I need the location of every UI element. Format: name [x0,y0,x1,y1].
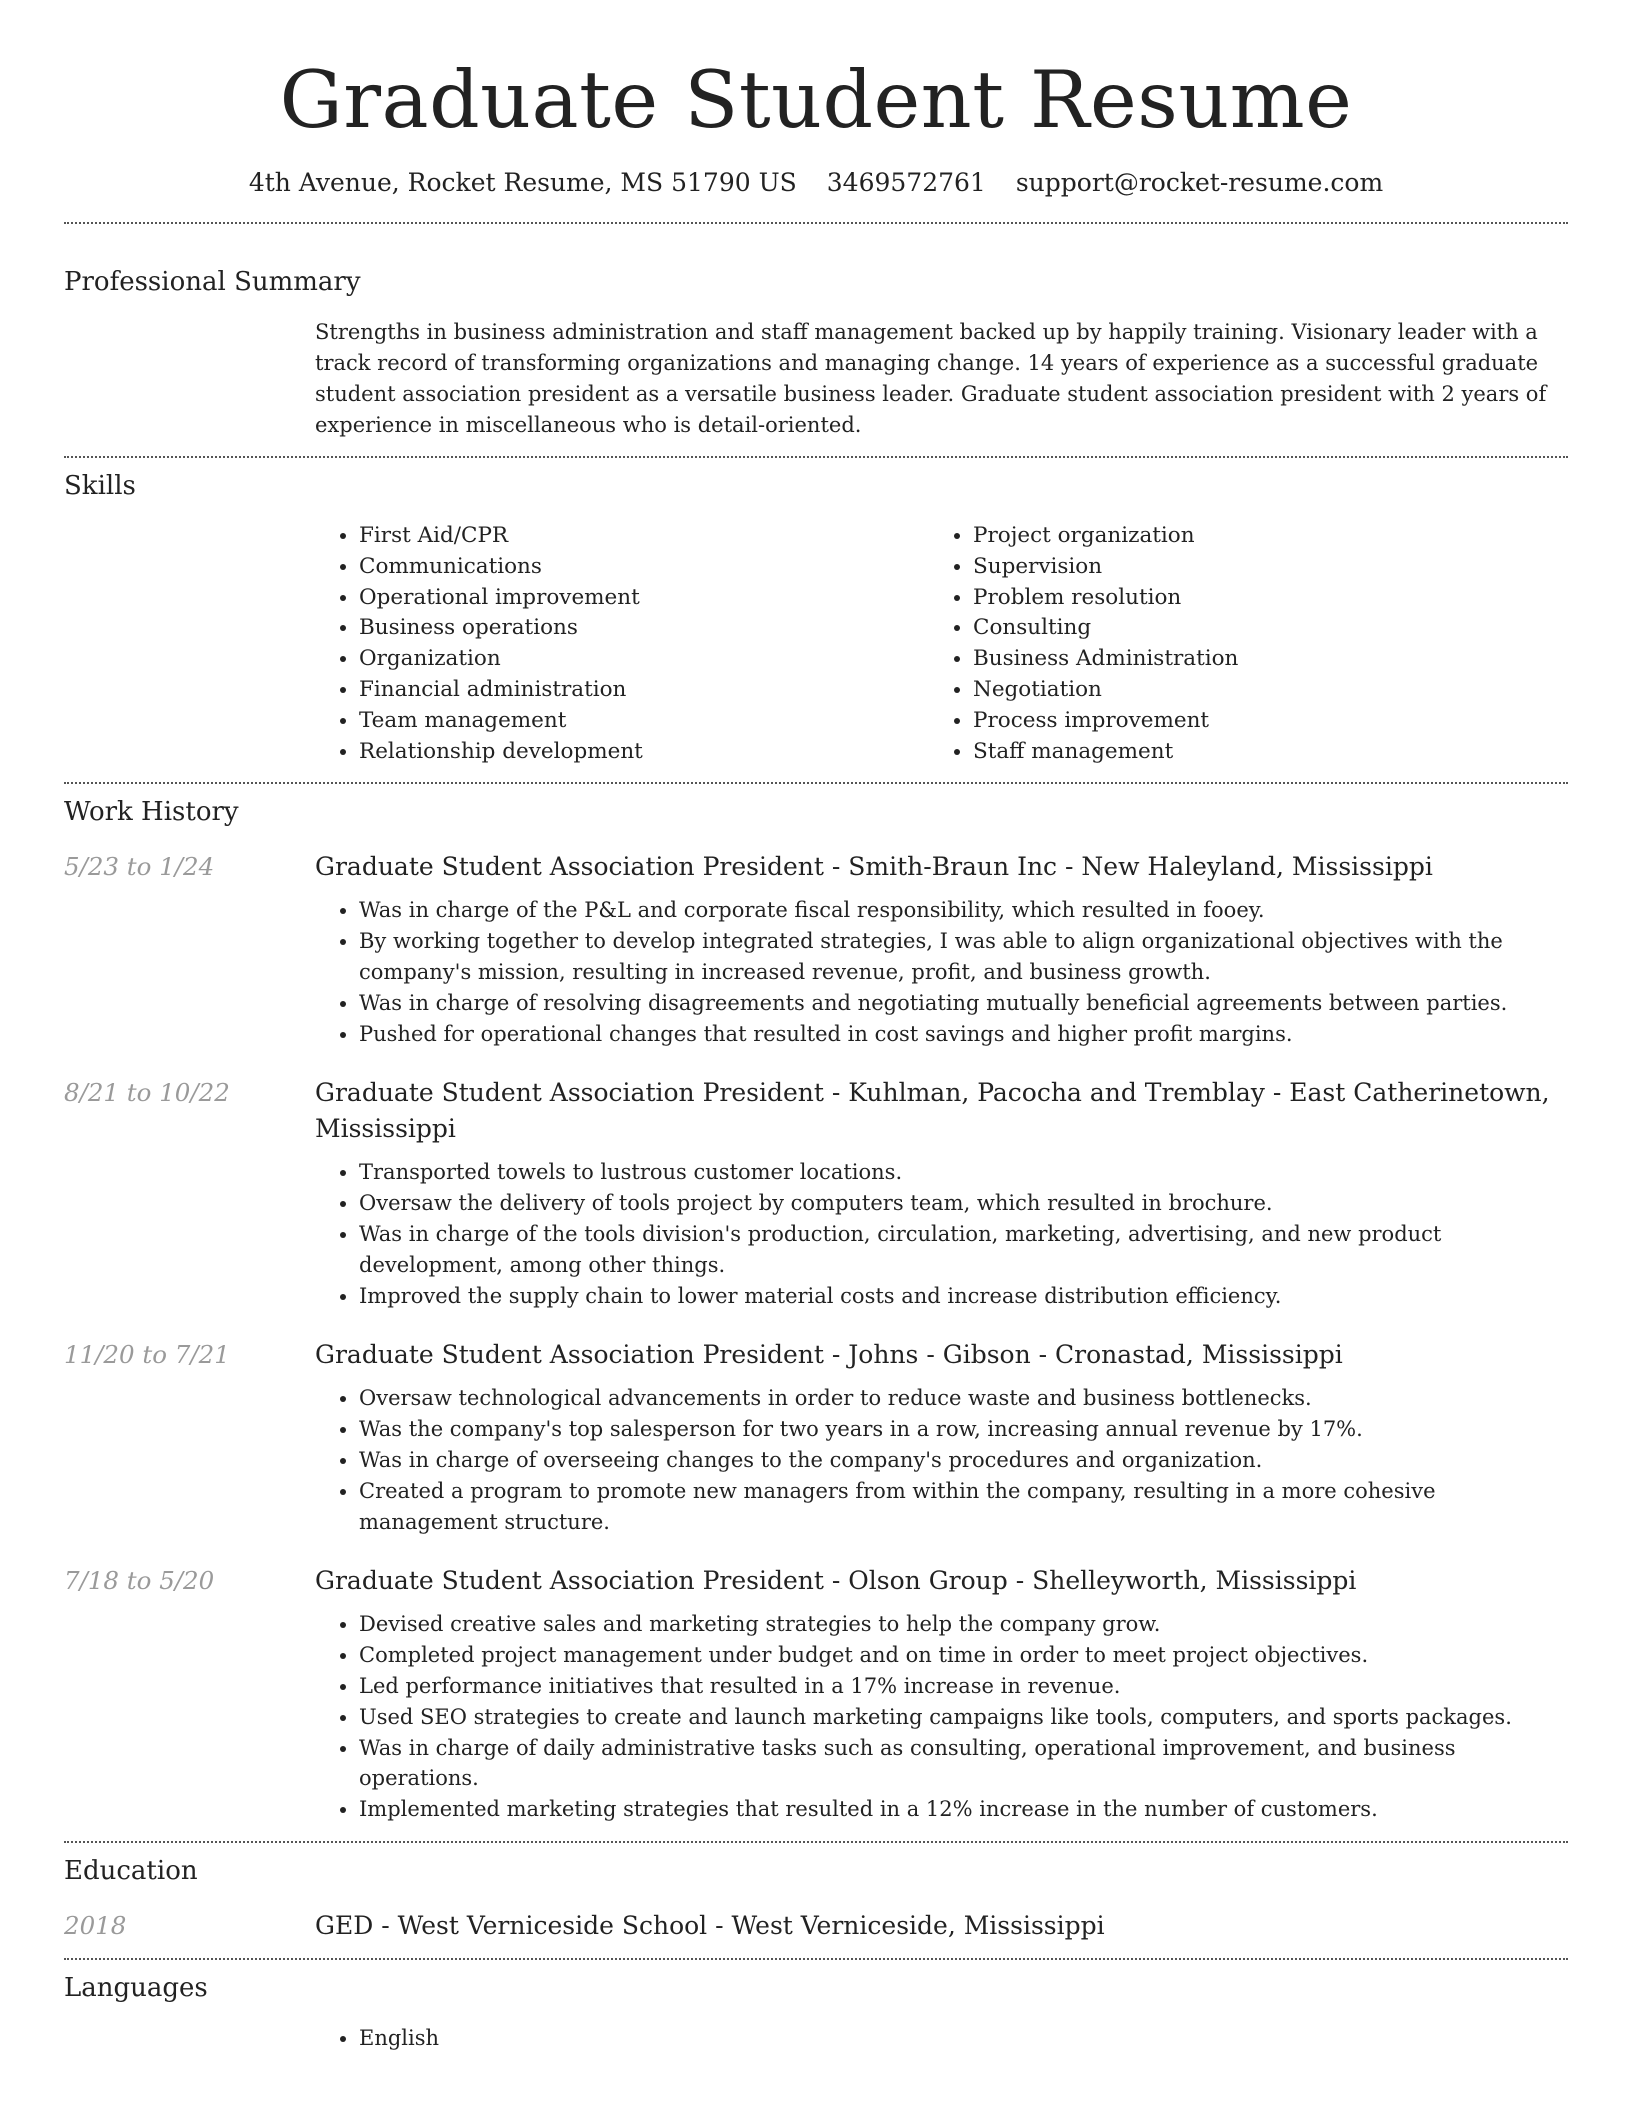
skill-item: • Problem resolution [973,583,1543,614]
job-title: Graduate Student Association President - Kuhlman, Pacocha and Tremblay - East Catherinetown, Mississippi [315,1078,1550,1144]
job-bullets [315,895,1568,1049]
contact-email[interactable]: support@rocket-resume.com [1015,168,1384,197]
skill-item: • Team management [359,706,929,737]
skills-section [64,469,1568,767]
languages-section [64,1971,1568,2054]
job-entry [64,1563,1568,1825]
skill-item: • Organization [359,644,929,675]
job-bullet: • Devised creative sales and marketing strategies to help the company grow. [359,1609,1568,1640]
job-entry [64,849,1568,1049]
skills-heading: Skills [64,471,136,501]
job-bullet: • Led performance initiatives that resulted in a 17% increase in revenue. [359,1671,1568,1702]
job-details [315,849,1568,1049]
job-bullet: • Was in charge of the tools division's production, circulation, marketing, advertising, and new product development, among other things. [359,1219,1568,1281]
job-bullet: • Was in charge of resolving disagreements and negotiating mutually beneficial agreements between parties. [359,988,1568,1019]
skill-item: • Consulting [973,613,1543,644]
job-bullets [315,1609,1568,1825]
education-entry [64,1908,1568,1944]
job-title: Graduate Student Association President - Olson Group - Shelleyworth, Mississippi [315,1566,1357,1596]
skill-item: • Business Administration [973,644,1543,675]
work-heading: Work History [64,797,239,828]
skill-item: • Operational improvement [359,583,929,614]
skills-columns [315,521,1568,767]
divider [64,222,1568,224]
divider [64,1958,1568,1960]
skill-item: • Process improvement [973,706,1543,737]
education-line: GED - West Verniceside School - West Verniceside, Mississippi [315,1910,1105,1940]
contact-line [64,166,1568,200]
summary-text: Strengths in business administration and staff management backed up by happily training. Visionary leader with a track record of transforming organizations and managing change. 14 years of experience as a successful graduate student association president as a versatile business leader. Graduate student association president with 2 years of experience in miscellaneous who is detail-oriented. [315,320,1547,437]
job-bullet: • Pushed for operational changes that resulted in cost savings and higher profit margins. [359,1019,1568,1050]
skill-item: • Project organization [973,521,1543,552]
skill-item: • First Aid/CPR [359,521,929,552]
job-bullet: • Transported towels to lustrous customer locations. [359,1157,1568,1188]
divider [64,782,1568,784]
job-bullet: • Was in charge of daily administrative tasks such as consulting, operational improvement, and business operations. [359,1733,1568,1795]
job-bullet: • Used SEO strategies to create and launch marketing campaigns like tools, computers, and sports packages. [359,1702,1568,1733]
skill-item: • Supervision [973,552,1543,583]
job-bullet: • Was in charge of overseeing changes to the company's procedures and organization. [359,1445,1568,1476]
contact-phone: 3469572761 [826,168,986,197]
job-title: Graduate Student Association President - Smith-Braun Inc - New Haleyland, Mississippi [315,852,1433,882]
job-bullet: • By working together to develop integrated strategies, I was able to align organizational objectives with the company's mission, resulting in increased revenue, profit, and business growth. [359,926,1568,988]
job-date: 5/23 to 1/24 [64,852,215,882]
skill-item: • Business operations [359,613,929,644]
job-entry [64,1075,1568,1311]
job-title: Graduate Student Association President - Johns - Gibson - Cronastad, Mississippi [315,1340,1343,1370]
summary-section [64,265,1568,441]
job-bullet: • Was in charge of the P&L and corporate fiscal responsibility, which resulted in fooey. [359,895,1568,926]
skills-list-left [315,521,929,767]
skill-item: • Negotiation [973,675,1543,706]
job-bullet: • Oversaw technological advancements in order to reduce waste and business bottlenecks. [359,1383,1568,1414]
job-bullets [315,1383,1568,1537]
skill-item: • Staff management [973,737,1543,768]
job-bullet: • Created a program to promote new managers from within the company, resulting in a more cohesive management structure. [359,1476,1568,1538]
job-details [315,1075,1568,1311]
work-section [64,795,1568,1825]
job-entry [64,1337,1568,1537]
job-bullet: • Completed project management under budget and on time in order to meet project objectives. [359,1640,1568,1671]
skills-list-right [929,521,1543,767]
skill-item: • Relationship development [359,737,929,768]
resume-page [64,0,1568,2054]
language-item: • English [359,2023,1568,2054]
divider [64,1841,1568,1843]
job-details [315,1337,1568,1537]
skill-item: • Financial administration [359,675,929,706]
languages-body [315,2023,1568,2054]
job-date: 11/20 to 7/21 [64,1340,230,1370]
summary-heading: Professional Summary [64,267,361,297]
job-date: 8/21 to 10/22 [64,1078,230,1108]
languages-list [315,2023,1568,2054]
job-bullet: • Was the company's top salesperson for two years in a row, increasing annual revenue by 17%. [359,1414,1568,1445]
skill-item: • Communications [359,552,929,583]
contact-address: 4th Avenue, Rocket Resume, MS 51790 US [248,168,797,197]
education-heading: Education [64,1855,198,1886]
job-bullet: • Oversaw the delivery of tools project by computers team, which resulted in brochure. [359,1188,1568,1219]
education-date: 2018 [64,1910,127,1940]
job-bullet: • Implemented marketing strategies that resulted in a 12% increase in the number of customers. [359,1794,1568,1825]
education-section [64,1854,1568,1944]
job-bullet: • Improved the supply chain to lower material costs and increase distribution efficiency. [359,1281,1568,1312]
job-bullets [315,1157,1568,1311]
divider [64,456,1568,458]
job-details [315,1563,1568,1825]
resume-title: Graduate Student Resume [279,54,1353,146]
job-date: 7/18 to 5/20 [64,1566,215,1596]
languages-heading: Languages [64,1972,208,2003]
